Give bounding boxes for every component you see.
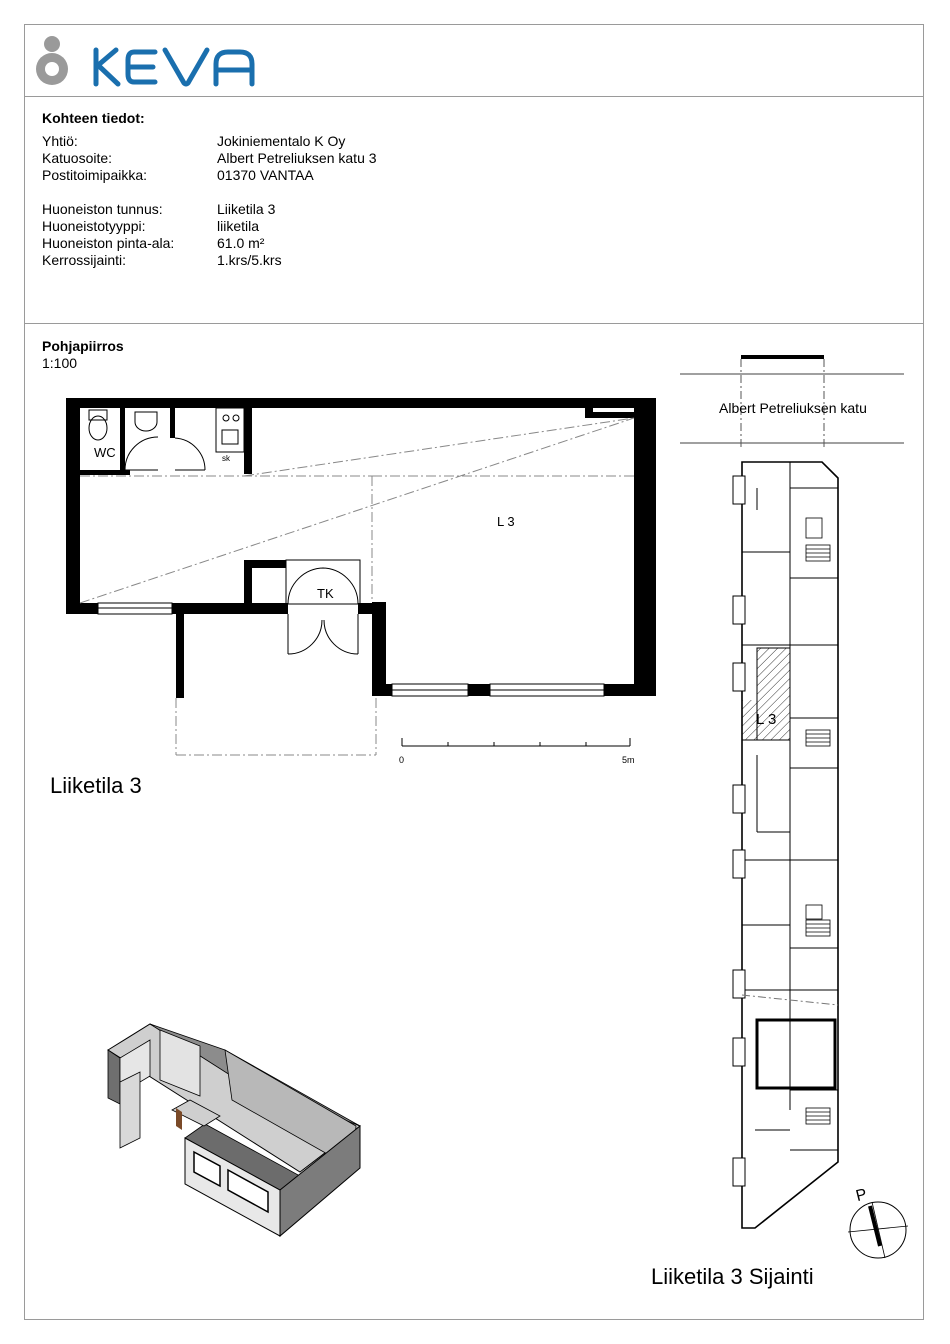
room-label-tk: TK	[317, 586, 334, 601]
north-arrow	[848, 1186, 908, 1258]
info-row-company: Yhtiö: Jokiniementalo K Oy	[42, 133, 346, 149]
info-row-unit-id: Huoneiston tunnus: Liiketila 3	[42, 201, 276, 217]
scale-bar-start: 0	[399, 755, 405, 765]
info-row-street: Katuosoite: Albert Petreliuksen katu 3	[42, 150, 377, 166]
site-caption: Liiketila 3 Sijainti	[651, 1264, 814, 1289]
unit-caption: Liiketila 3	[50, 773, 142, 798]
scale-bar-end: 5m	[622, 755, 635, 765]
isometric-3d-view	[108, 1024, 360, 1236]
info-row-unit-type: Huoneistotyyppi: liiketila	[42, 218, 260, 234]
info-row-area: Huoneiston pinta-ala: 61.0 m²	[42, 235, 265, 251]
site-plan	[680, 355, 908, 1258]
info-row-postal: Postitoimipaikka: 01370 VANTAA	[42, 167, 314, 183]
room-label-l3: L 3	[497, 514, 515, 529]
street-name: Albert Petreliuksen katu	[719, 400, 867, 416]
north-label: P	[854, 1186, 869, 1206]
plan-scale: 1:100	[42, 355, 78, 371]
site-unit-marker: L 3	[756, 711, 777, 728]
info-title: Kohteen tiedot:	[42, 110, 145, 126]
scale-bar	[399, 738, 635, 765]
room-label-wc: WC	[94, 445, 116, 460]
info-row-floor: Kerrossijainti: 1.krs/5.krs	[42, 252, 282, 268]
unit-floor-plan	[66, 398, 656, 755]
room-label-sk: sk	[222, 454, 230, 463]
plan-title: Pohjapiirros	[42, 338, 124, 354]
